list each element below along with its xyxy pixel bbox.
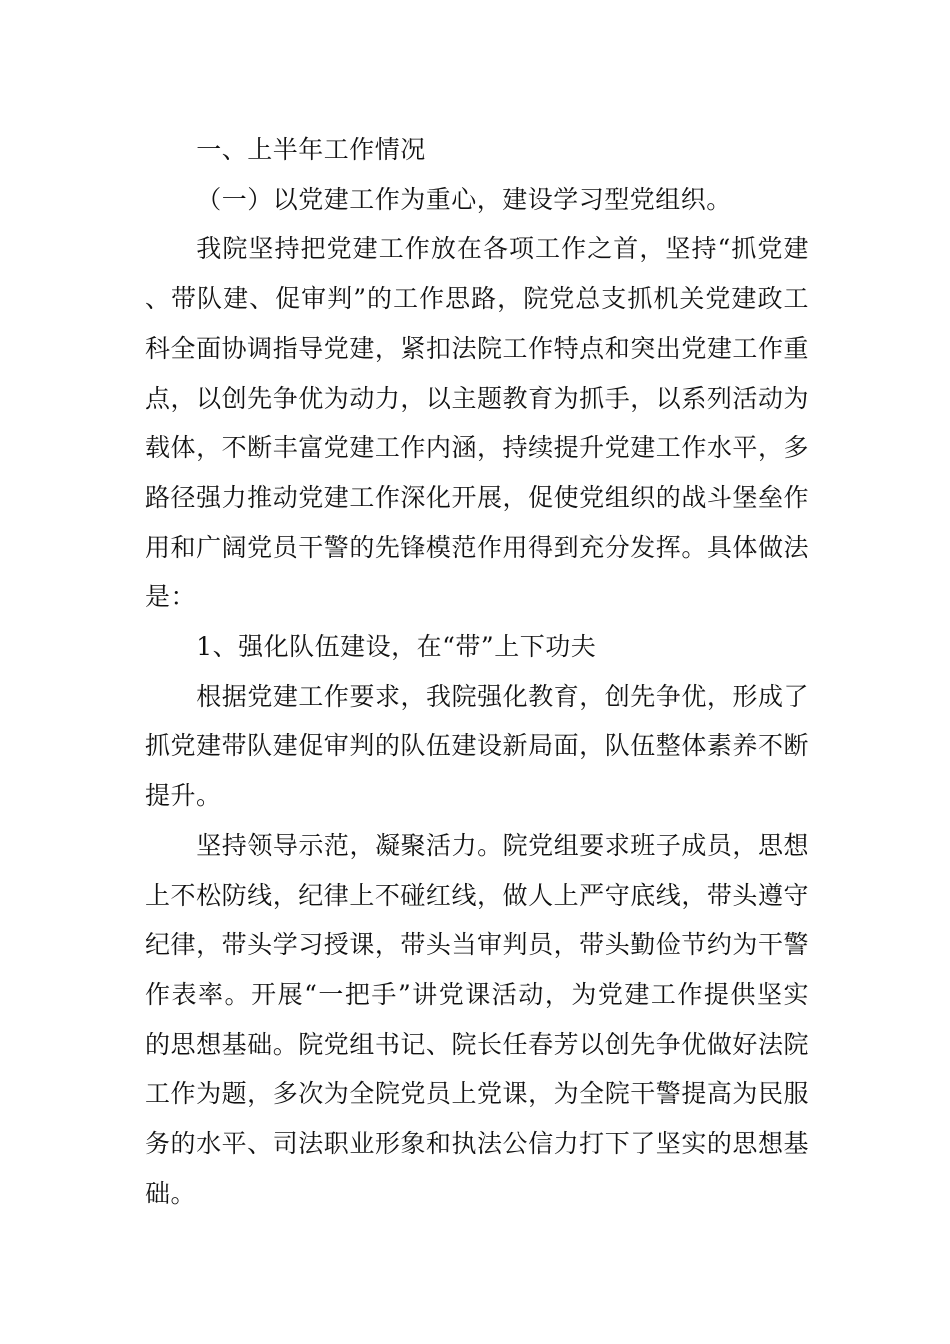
body-paragraph: 根据党建工作要求，我院强化教育，创先争优，形成了抓党建带队建促审判的队伍建设新局面，队伍整体素养不断提升。 [145,681,809,811]
section-heading: 一、上半年工作情况 [196,135,426,164]
document-body [145,125,809,1218]
body-paragraph: 坚持领导示范，凝聚活力。院党组要求班子成员，思想上不松防线，纪律上不碰红线，做人上严守底线，带头遵守纪律，带头学习授课，带头当审判员，带头勤俭节约为干警作表率。开展“一把手”讲党课活动，为党建工作提供坚实的思想基础。院党组书记、院长任春芳以创先争优做好法院工作为题，多次为全院党员上党课，为全院干警提高为民服务的水平、司法职业形象和执法公信力打下了坚实的思想基础。 [145,830,809,1208]
item-heading: 1、强化队伍建设，在“带”上下功夫 [196,632,597,662]
body-paragraph: 我院坚持把党建工作放在各项工作之首，坚持“抓党建、带队建、促审判”的工作思路，院党总支抓机关党建政工科全面协调指导党建，紧扣法院工作特点和突出党建工作重点，以创先争优为动力，以主题教育为抓手，以系列活动为载体，不断丰富党建工作内涵，持续提升党建工作水平，多路径强力推动党建工作深化开展，促使党组织的战斗堡垒作用和广阔党员干警的先锋模范作用得到充分发挥。具体做法是： [145,234,809,612]
subsection-heading: （一）以党建工作为重心，建设学习型党组织。 [196,184,732,214]
